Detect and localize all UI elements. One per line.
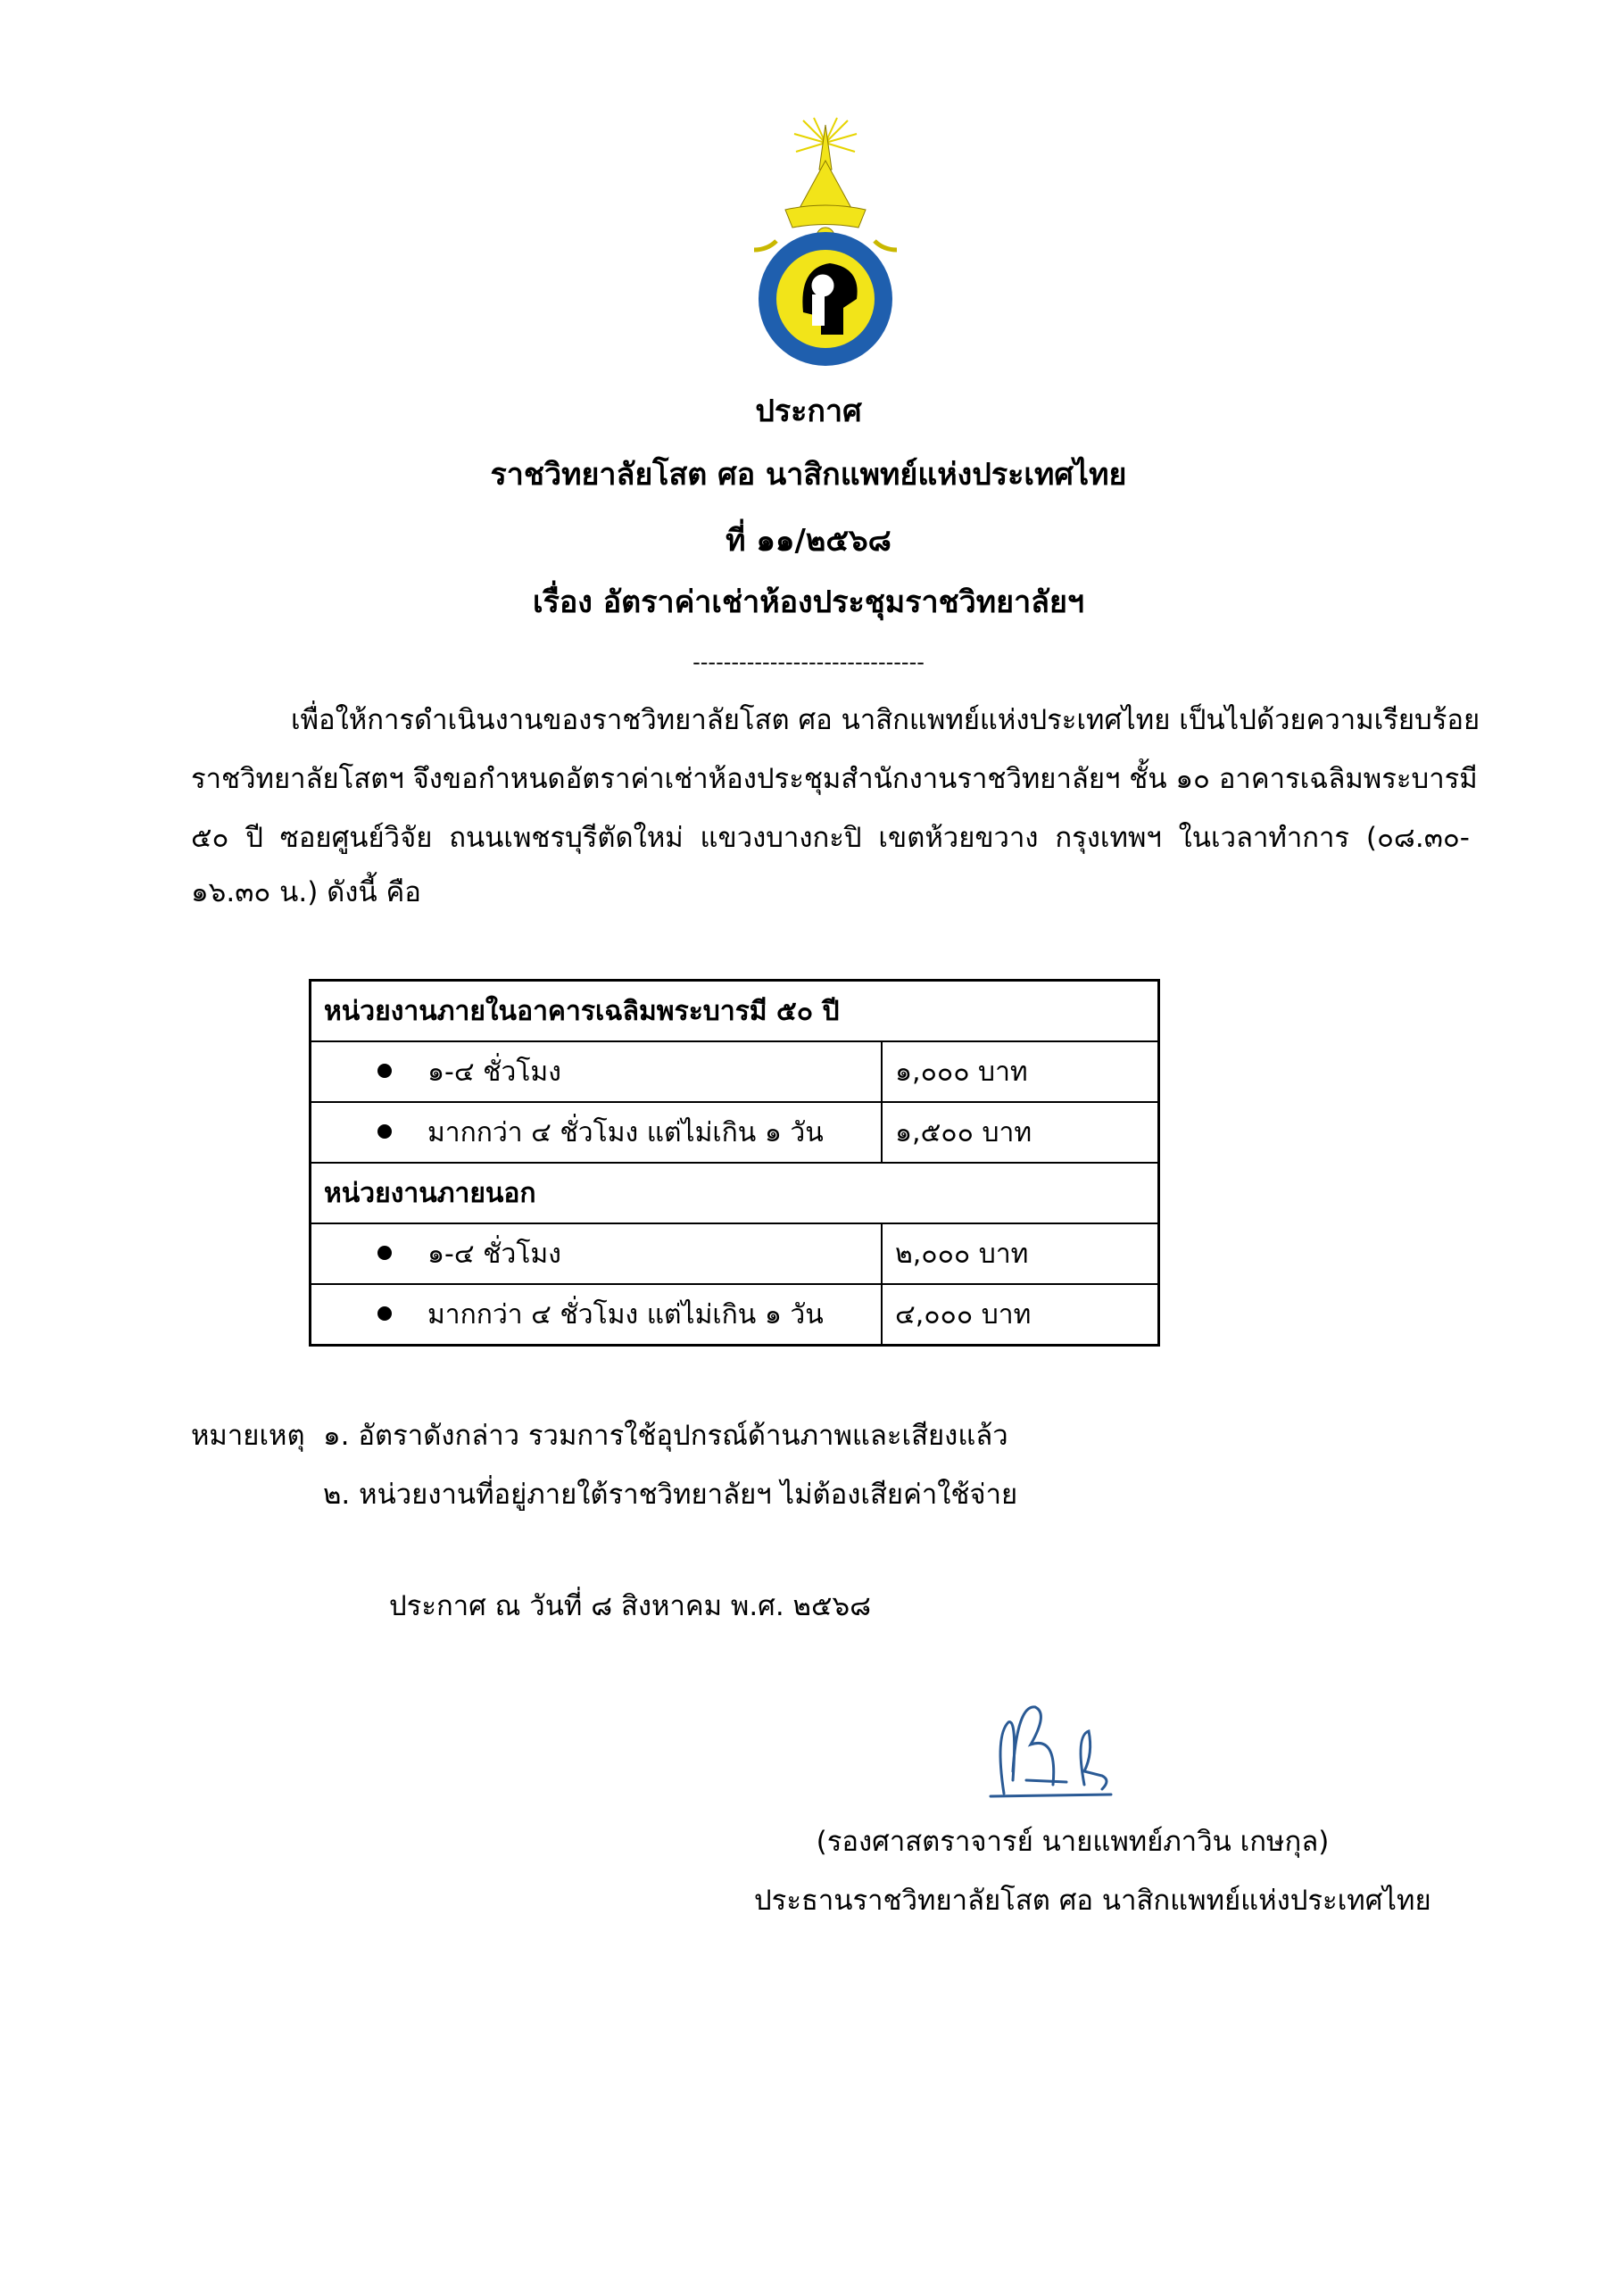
announcement-date: ประกาศ ณ วันที่ ๘ สิงหาคม พ.ศ. ๒๕๖๘ xyxy=(389,1590,872,1622)
bullet-icon xyxy=(377,1064,392,1078)
duration: ๑-๔ ชั่วโมง xyxy=(427,1238,561,1270)
signatory-position: ประธานราชวิทยาลัยโสต ศอ นาสิกแพทย์แห่งประเทศไทย xyxy=(754,1885,1431,1917)
announcement-number: ที่ ๑๑/๒๕๖๘ xyxy=(726,523,891,559)
divider: ------------------------------ xyxy=(692,650,925,675)
table-row xyxy=(311,1102,1159,1163)
note-item: ๒. หน่วยงานที่อยู่ภายใต้ราชวิทยาลัยฯ ไม่ต้องเสียค่าใช้จ่าย xyxy=(323,1479,1018,1511)
bullet-icon xyxy=(377,1246,392,1260)
duration: มากกว่า ๔ ชั่วโมง แต่ไม่เกิน ๑ วัน xyxy=(427,1298,824,1330)
table-row xyxy=(311,1041,1159,1102)
announcement-title: ประกาศ xyxy=(755,394,862,429)
price: ๑,๕๐๐ บาท xyxy=(882,1102,1159,1163)
table-group-heading xyxy=(311,1163,1159,1223)
duration: ๑-๔ ชั่วโมง xyxy=(427,1056,561,1088)
organization-name: ราชวิทยาลัยโสต ศอ นาสิกแพทย์แห่งประเทศไทย xyxy=(490,457,1127,493)
body-line: ราชวิทยาลัยโสตฯ จึงขอกำหนดอัตราค่าเช่าห้องประชุมสำนักงานราชวิทยาลัยฯ ชั้น ๑๐ อาคารเฉลิมพระบารมี xyxy=(191,763,1478,795)
price: ๒,๐๐๐ บาท xyxy=(882,1223,1159,1284)
table-row xyxy=(311,1223,1159,1284)
body-line: เพื่อให้การดำเนินงานของราชวิทยาลัยโสต ศอ นาสิกแพทย์แห่งประเทศไทย เป็นไปด้วยความเรียบร้อย xyxy=(291,704,1480,736)
body-line: ๕๐ ปี ซอยศูนย์วิจัย ถนนเพชรบุรีตัดใหม่ แขวงบางกะปิ เขตห้วยขวาง กรุงเทพฯ ในเวลาทำการ (๐๘.๓๐- xyxy=(191,822,1470,854)
bullet-icon xyxy=(377,1124,392,1139)
signatory-name: (รองศาสตราจารย์ นายแพทย์ภาวิน เกษกุล) xyxy=(816,1826,1330,1858)
table-group-heading xyxy=(311,981,1159,1042)
group-heading: หน่วยงานภายนอก xyxy=(311,1163,1159,1223)
price: ๔,๐๐๐ บาท xyxy=(882,1284,1159,1346)
rates-table xyxy=(309,979,1160,1347)
announcement-subject: เรื่อง อัตราค่าเช่าห้องประชุมราชวิทยาลัยฯ xyxy=(532,584,1085,620)
notes-label: หมายเหตุ xyxy=(191,1420,305,1452)
table-row xyxy=(311,1284,1159,1346)
note-item: ๑. อัตราดังกล่าว รวมการใช้อุปกรณ์ด้านภาพและเสียงแล้ว xyxy=(323,1420,1008,1452)
college-logo xyxy=(750,116,901,366)
bullet-icon xyxy=(377,1306,392,1321)
signature xyxy=(986,1700,1147,1803)
body-line: ๑๖.๓๐ น.) ดังนี้ คือ xyxy=(191,876,421,908)
group-heading: หน่วยงานภายในอาคารเฉลิมพระบารมี ๕๐ ปี xyxy=(311,981,1159,1042)
price: ๑,๐๐๐ บาท xyxy=(882,1041,1159,1102)
duration: มากกว่า ๔ ชั่วโมง แต่ไม่เกิน ๑ วัน xyxy=(427,1116,824,1148)
